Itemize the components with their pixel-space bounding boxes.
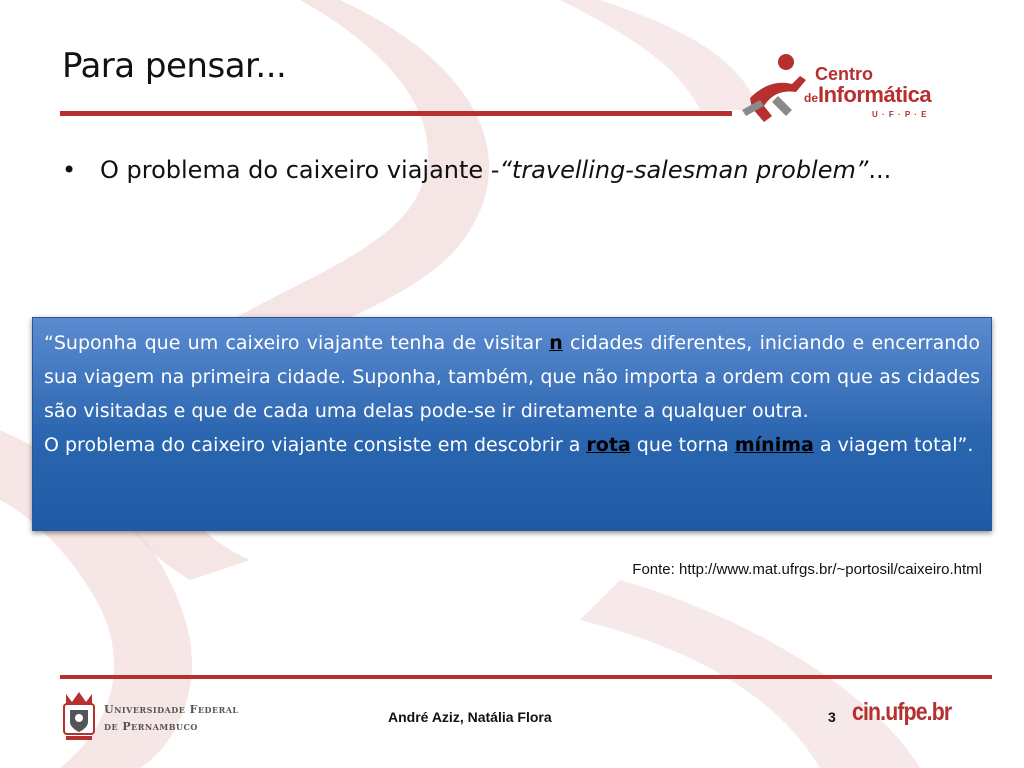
- footer-divider: [60, 675, 992, 679]
- university-name-line1: Universidade Federal: [104, 703, 239, 716]
- logo-informatica-text: Informática: [818, 82, 932, 107]
- quote-highlight-rota: rota: [586, 434, 631, 456]
- quote-paragraph-2: [44, 428, 980, 462]
- ufpe-crest-icon: [60, 690, 98, 742]
- bullet-dot-icon: •: [62, 156, 77, 184]
- cin-site-logo: cin.ufpe.br: [852, 698, 952, 726]
- title-divider: [60, 111, 732, 116]
- quote-p2-after: a viagem total”.: [813, 434, 974, 456]
- university-name-line2: de Pernambuco: [104, 720, 198, 733]
- bullet-text: [100, 152, 962, 188]
- quote-p1-before: “Suponha que um caixeiro viajante tenha de visitar: [44, 332, 550, 354]
- cin-logo: [742, 50, 967, 130]
- quote-p2-middle: que torna: [630, 434, 735, 456]
- cin-runner-logo-icon: [742, 50, 814, 130]
- bullet-item: [62, 152, 962, 188]
- logo-centro-text: Centro: [815, 64, 873, 84]
- source-citation: Fonte: http://www.mat.ufrgs.br/~portosil/caixeiro.html: [632, 561, 982, 578]
- page-number: 3: [828, 709, 836, 725]
- logo-ufpe-text: U · F · P · E: [872, 110, 928, 119]
- quote-p1-after: cidades diferentes, iniciando e encerrando sua viagem na primeira cidade. Suponha, também, que não importa a ordem com que as cidades são visitadas e que de cada uma delas pode-se ir diretamente a qualquer outra.: [44, 332, 980, 422]
- university-name: [104, 701, 239, 735]
- bullet-text-suffix: ...: [868, 156, 892, 184]
- quote-highlight-n: n: [549, 332, 563, 354]
- definition-quote-box: [32, 317, 992, 531]
- bullet-text-plain: O problema do caixeiro viajante -: [100, 156, 500, 184]
- quote-highlight-minima: mínima: [734, 434, 814, 456]
- quote-paragraph-1: [44, 326, 980, 428]
- bullet-text-italic: “travelling-salesman problem”: [499, 156, 869, 184]
- logo-de-text: de: [804, 91, 819, 105]
- slide-title: Para pensar...: [62, 46, 287, 86]
- quote-p2-before: O problema do caixeiro viajante consiste em descobrir a: [44, 434, 587, 456]
- footer-authors: André Aziz, Natália Flora: [388, 709, 552, 725]
